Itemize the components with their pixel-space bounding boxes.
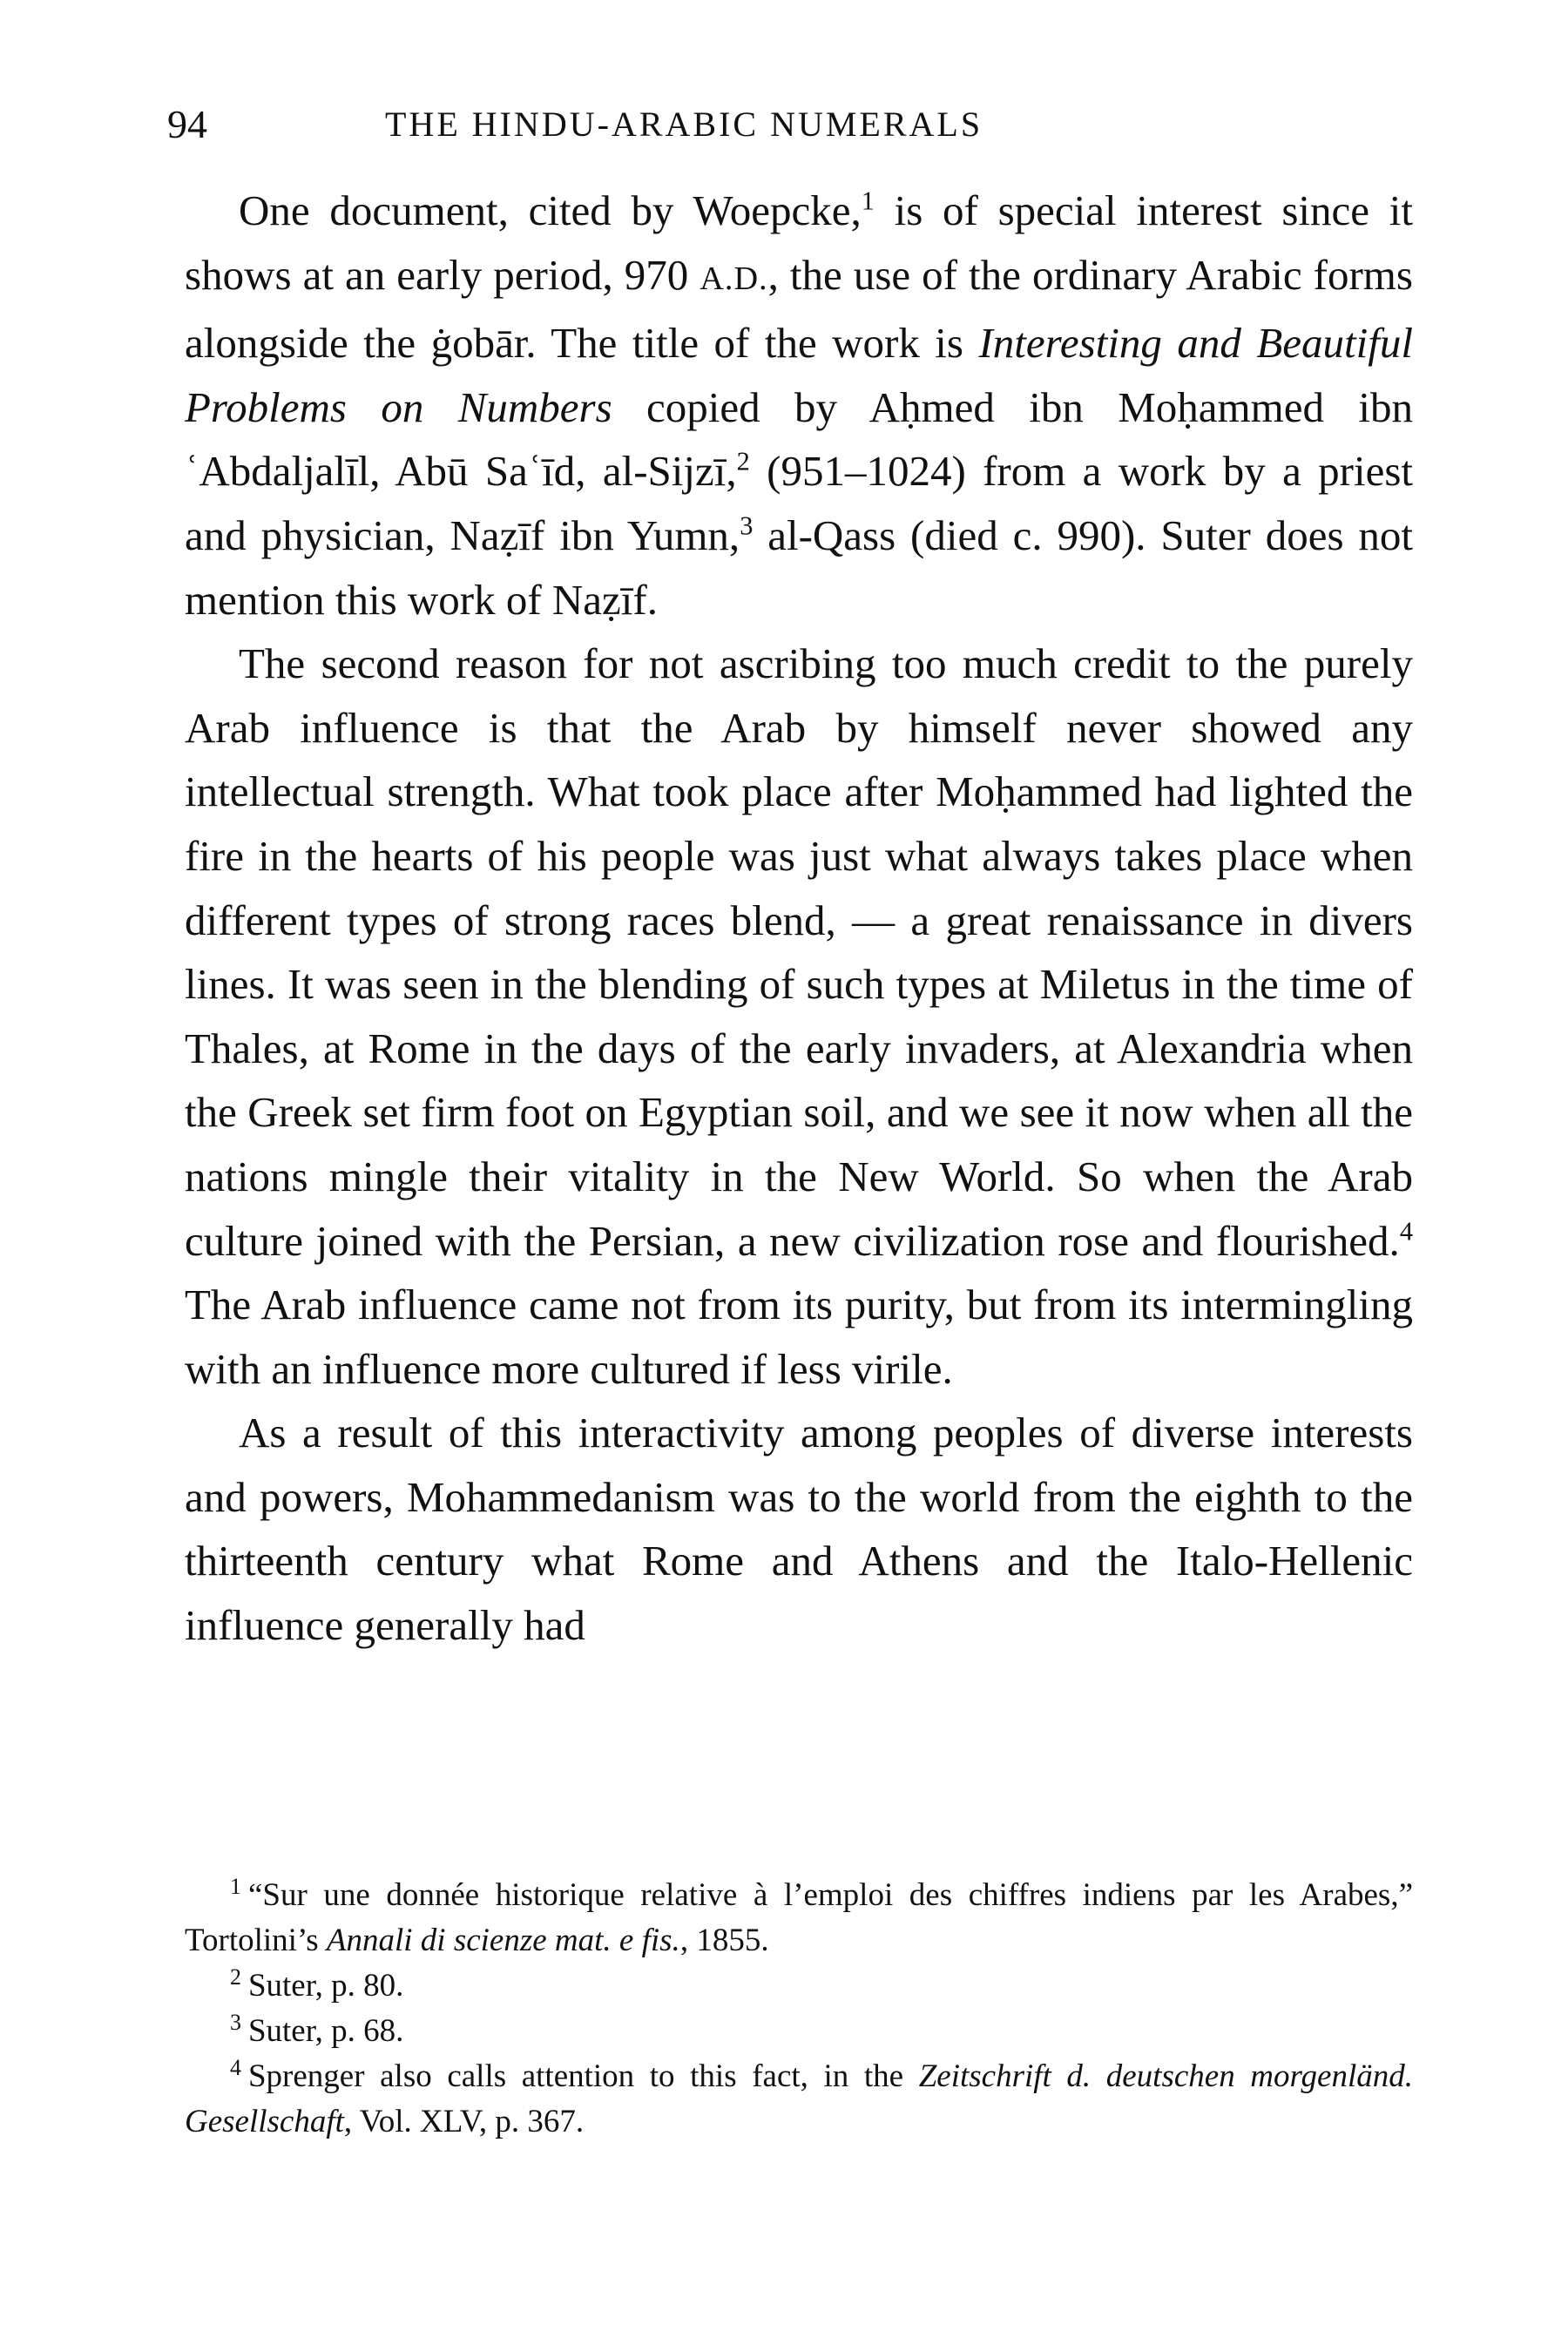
footnote-4-number: 4 xyxy=(230,2054,241,2080)
footnote-ref-4: 4 xyxy=(1399,1216,1413,1247)
paragraph-2 xyxy=(185,632,1413,1401)
footnote-4-text-b: , Vol. XLV, p. 367. xyxy=(343,2104,585,2139)
page-number: 94 xyxy=(167,102,207,146)
paragraph-1-text-e: (951–1024) from a work by a priest and physician, Naẓīf ibn Yumn, xyxy=(185,447,1414,559)
footnote-3-text: Suter, p. 68. xyxy=(247,2013,404,2049)
paragraph-3 xyxy=(185,1401,1413,1657)
body-text xyxy=(185,179,1413,1658)
footnotes xyxy=(185,1873,1413,2145)
footnote-2-number: 2 xyxy=(230,1963,241,1990)
era-abbreviation: A.D. xyxy=(700,260,768,297)
footnote-ref-1: 1 xyxy=(861,186,875,216)
work-title: Interesting and Beautiful Problems on Numbers xyxy=(185,319,1413,431)
footnote-4 xyxy=(185,2054,1413,2145)
paragraph-2-text-b: The Arab influence came not from its purity, but from its intermingling with an influence more cultured if less virile. xyxy=(185,1281,1413,1393)
paragraph-1-text-b: is of special interest since it shows at an early period, 970 xyxy=(185,186,1413,299)
footnote-1-text-b: , 1855. xyxy=(679,1923,769,1958)
footnote-ref-3: 3 xyxy=(740,510,754,541)
paragraph-3-text: As a result of this interactivity among peoples of diverse interests and powers, Mohammedanism was to the world from the eighth to the thirteenth century what Rome and Athens and the Italo-Hellenic influence generally had xyxy=(185,1409,1413,1650)
page-header xyxy=(167,94,1413,155)
footnote-4-text-a: Sprenger also calls attention to this fact, in the xyxy=(247,2058,919,2094)
footnote-3 xyxy=(185,2009,1413,2054)
footnote-3-number: 3 xyxy=(230,2009,241,2035)
footnote-4-journal: Zeitschrift d. deutschen morgenländ. Gesellschaft xyxy=(185,2058,1413,2139)
footnote-ref-2: 2 xyxy=(736,447,750,477)
footnote-1-journal: Annali di scienze mat. e fis. xyxy=(326,1923,680,1958)
footnote-1-number: 1 xyxy=(230,1873,241,1899)
paragraph-1 xyxy=(185,179,1413,632)
footnote-1-text-a: “Sur une donnée historique relative à l’emploi des chiffres indiens par les Arabes,” Tortolini’s xyxy=(185,1877,1413,1958)
footnote-2 xyxy=(185,1963,1413,2009)
paragraph-1-text-a: One document, cited by Woepcke, xyxy=(239,186,862,234)
running-head: THE HINDU-ARABIC NUMERALS xyxy=(385,105,983,144)
footnote-1 xyxy=(185,1873,1413,1963)
paragraph-1-text-f: al-Qass (died c. 990). Suter does not mention this work of Naẓīf. xyxy=(185,510,1413,624)
paragraph-2-text-a: The second reason for not ascribing too much credit to the purely Arab influence is that the Arab by himself never showed any intellectual strength. What took place after Moḥammed had lighted the fire in the hearts of his people was just what always takes place when different types of strong races blend, — a great renaissance in divers lines. It was seen in the blending of such types at Miletus in the time of Thales, at Rome in the days of the early invaders, at Alexandria when the Greek set firm foot on Egyptian soil, and we see it now when all the nations mingle their vitality in the New World. So when the Arab culture joined with the Persian, a new civilization rose and flourished. xyxy=(185,639,1413,1265)
paragraph-1-text-d: copied by Aḥmed ibn Moḥammed ibn ʿAbdaljalīl, Abū Saʿīd, al-Sijzī, xyxy=(185,382,1413,496)
footnote-2-text: Suter, p. 80. xyxy=(247,1968,404,2004)
paragraph-1-text-c: , the use of the ordinary Arabic forms alongside the ġobār. The title of the work is xyxy=(185,250,1413,368)
